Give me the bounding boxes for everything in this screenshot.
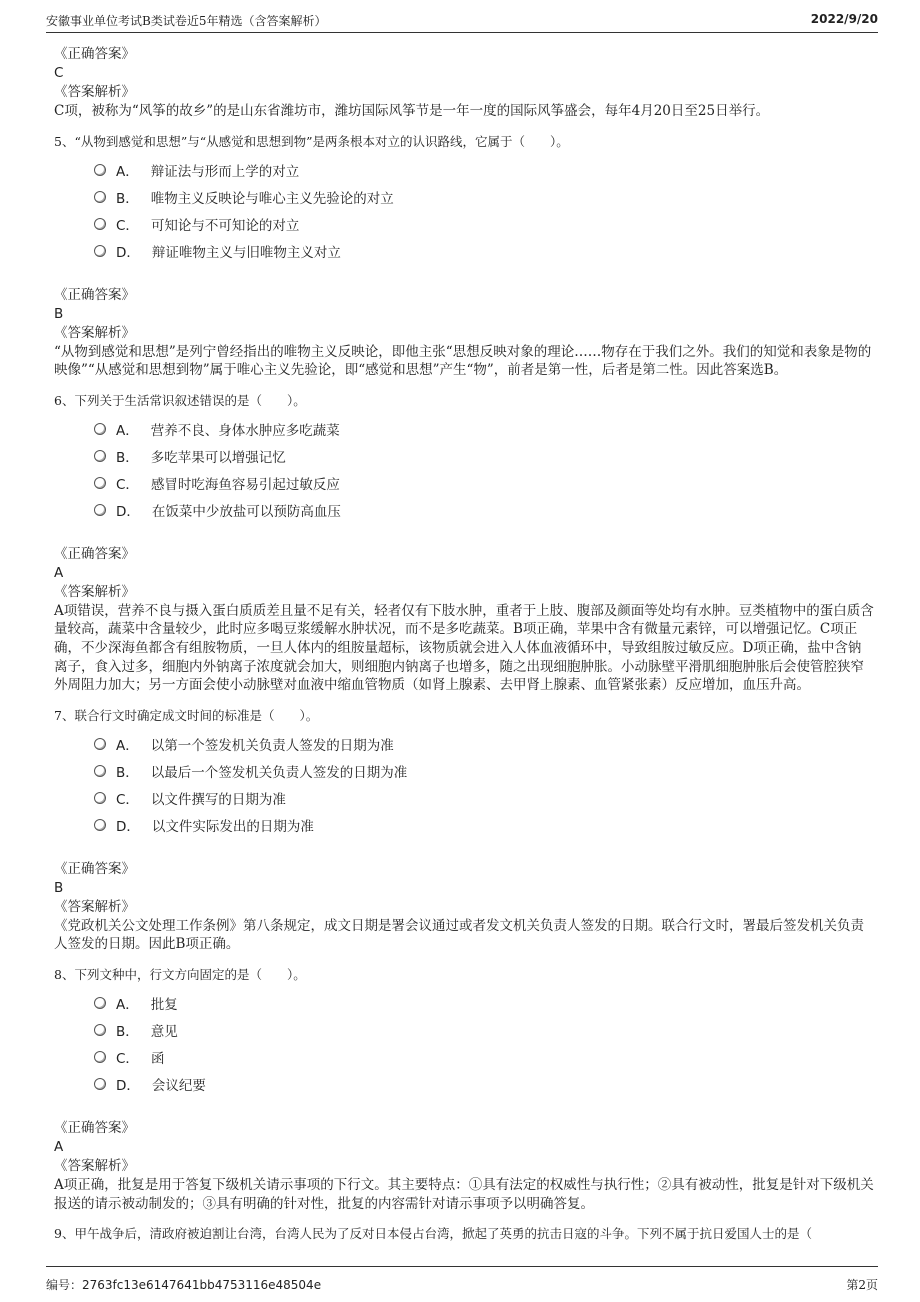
option-letter: A． (116, 738, 139, 755)
radio-button-icon[interactable] (94, 997, 106, 1009)
option-letter: A． (116, 997, 139, 1014)
radio-button-icon[interactable] (94, 450, 106, 462)
option-letter: C． (116, 792, 139, 809)
explanation-text: A项正确，批复是用于答复下级机关请示事项的下行文。其主要特点：①具有法定的权威性与执行性；②具有被动性，批复是针对下级机关报送的请示被动制发的；③具有明确的针对性，批复的内容需针对请示事项予以明确答复。 (54, 1176, 874, 1212)
answer-tag: 《正确答案》 (54, 1119, 135, 1136)
option-item[interactable] (94, 211, 874, 238)
option-text: 以第一个签发机关负责人签发的日期为准 (150, 738, 394, 755)
option-letter: A． (116, 423, 139, 440)
option-item[interactable] (94, 1071, 874, 1098)
option-text: 会议纪要 (151, 1078, 206, 1095)
option-letter: B． (116, 191, 139, 208)
radio-button-icon[interactable] (94, 1051, 106, 1063)
option-item[interactable] (94, 1044, 874, 1071)
explanation-tag: 《答案解析》 (54, 1157, 135, 1174)
option-letter: D． (116, 504, 140, 521)
question-stem: 8、下列文种中，行文方向固定的是（ ）。 (54, 966, 306, 982)
radio-button-icon[interactable] (94, 245, 106, 257)
radio-button-icon[interactable] (94, 191, 106, 203)
radio-button-icon[interactable] (94, 819, 106, 831)
question-block (54, 707, 874, 954)
option-list (94, 157, 874, 265)
explanation-text: A项错误，营养不良与摄入蛋白质质差且量不足有关，轻者仅有下肢水肿，重者于上肢、腹部及颜面等处均有水肿。豆类植物中的蛋白质含量较高，蔬菜中含量较少，此时应多喝豆浆缓解水肿状况，而不是多吃蔬菜。B项正确，苹果中含有微量元素锌，可以增强记忆。C项正确，不少深海鱼都含有组胺物质，一旦人体内的组胺量超标，该物质就会进入人体血液循环中，导致组胺过敏反应。D项正确，盐中含钠离子，食入过多，细胞内外钠离子浓度就会加大，则细胞内钠离子也增多，随之出现细胞肿胀。小动脉壁平滑肌细胞肿胀后会使管腔狭窄外周阻力加大；另一方面会使小动脉壁对血液中缩血管物质（如肾上腺素、去甲肾上腺素、血管紧张素）反应增加，血压升高。 (54, 602, 874, 694)
option-letter: B． (116, 1024, 139, 1041)
answer-tag: 《正确答案》 (54, 545, 135, 562)
option-letter: B． (116, 450, 139, 467)
document-code: 编号：2763fc13e6147641bb4753116e48504e (46, 1278, 322, 1292)
explanation-text: “从物到感觉和思想”是列宁曾经指出的唯物主义反映论，即他主张“思想反映对象的理论……物存在于我们之外。我们的知觉和表象是物的映像”“从感觉和思想到物”属于唯心主义先验论，即“感觉和思想”产生“物”，前者是第一性，后者是第二性。因此答案选B。 (54, 343, 872, 379)
option-text: 批复 (150, 997, 178, 1014)
question-stem: 5、“从物到感觉和思想”与“从感觉和思想到物”是两条根本对立的认识路线，它属于（ ）。 (54, 133, 569, 149)
option-letter: B． (116, 765, 139, 782)
option-item[interactable] (94, 812, 874, 839)
option-text: 感冒时吃海鱼容易引起过敏反应 (150, 477, 340, 494)
answer-value: B (54, 879, 64, 896)
radio-button-icon[interactable] (94, 423, 106, 435)
option-letter: D． (116, 819, 140, 836)
answer-value: C (54, 65, 64, 81)
radio-button-icon[interactable] (94, 218, 106, 230)
explanation-tag: 《答案解析》 (54, 324, 135, 341)
option-item[interactable] (94, 731, 874, 758)
option-item[interactable] (94, 497, 874, 524)
radio-button-icon[interactable] (94, 504, 106, 516)
option-text: 多吃苹果可以增强记忆 (150, 450, 286, 467)
explanation-text: 《党政机关公文处理工作条例》第八条规定，成文日期是署会议通过或者发文机关负责人签发的日期。联合行文时，署最后签发机关负责人签发的日期。因此B项正确。 (54, 917, 864, 953)
option-text: 营养不良、身体水肿应多吃蔬菜 (150, 423, 340, 440)
page-footer (46, 1266, 878, 1293)
answer-value: B (54, 305, 64, 322)
option-letter: C． (116, 1051, 139, 1068)
option-item[interactable] (94, 1017, 874, 1044)
option-letter: C． (116, 218, 139, 235)
option-letter: D． (116, 245, 140, 262)
answer-tag: 《正确答案》 (54, 286, 135, 303)
radio-button-icon[interactable] (94, 164, 106, 176)
option-item[interactable] (94, 470, 874, 497)
question-stem: 9、甲午战争后，清政府被迫割让台湾，台湾人民为了反对日本侵占台湾，掀起了英勇的抗击日寇的斗争。下列不属于抗日爱国人士的是（ (54, 1226, 812, 1242)
question-block (54, 133, 874, 380)
radio-button-icon[interactable] (94, 477, 106, 489)
option-item[interactable] (94, 184, 874, 211)
option-text: 以最后一个签发机关负责人签发的日期为准 (150, 765, 408, 782)
option-text: 可知论与不可知论的对立 (150, 218, 300, 235)
option-letter: C． (116, 477, 139, 494)
option-item[interactable] (94, 416, 874, 443)
page-header (46, 12, 878, 33)
question-stem: 6、下列关于生活常识叙述错误的是（ ）。 (54, 392, 306, 408)
radio-button-icon[interactable] (94, 792, 106, 804)
page-number: 第2页 (846, 1278, 878, 1292)
header-date: 2022/9/20 (810, 12, 878, 26)
option-list (94, 731, 874, 839)
option-text: 以文件实际发出的日期为准 (151, 819, 314, 836)
option-letter: D． (116, 1078, 140, 1095)
radio-button-icon[interactable] (94, 765, 106, 777)
option-letter: A． (116, 164, 139, 181)
question-list (54, 133, 874, 1214)
answer-tag: 《正确答案》 (54, 46, 135, 62)
document-title: 安徽事业单位考试B类试卷近5年精选（含答案解析） (46, 14, 327, 28)
option-item[interactable] (94, 758, 874, 785)
option-item[interactable] (94, 443, 874, 470)
radio-button-icon[interactable] (94, 1078, 106, 1090)
option-list (94, 416, 874, 524)
explanation-tag: 《答案解析》 (54, 898, 135, 915)
radio-button-icon[interactable] (94, 1024, 106, 1036)
option-text: 辩证唯物主义与旧唯物主义对立 (151, 245, 341, 262)
option-text: 函 (150, 1051, 165, 1068)
option-list (94, 990, 874, 1098)
option-text: 以文件撰写的日期为准 (150, 792, 286, 809)
explanation-tag: 《答案解析》 (54, 583, 135, 600)
option-item[interactable] (94, 785, 874, 812)
answer-tag: 《正确答案》 (54, 860, 135, 877)
page-content (54, 44, 874, 1243)
option-item[interactable] (94, 157, 874, 184)
option-text: 意见 (150, 1024, 178, 1041)
radio-button-icon[interactable] (94, 738, 106, 750)
option-text: 在饭菜中少放盐可以预防高血压 (151, 504, 341, 521)
option-text: 辩证法与形而上学的对立 (150, 164, 300, 181)
explanation-text: C项，被称为“风筝的故乡”的是山东省潍坊市，潍坊国际风筝节是一年一度的国际风筝盛会，每年4月20日至25日举行。 (54, 103, 770, 119)
answer-value: A (54, 564, 64, 581)
question-block (54, 966, 874, 1213)
question-block (54, 392, 874, 695)
answer-value: A (54, 1138, 64, 1155)
question-stem: 7、联合行文时确定成文时间的标准是（ ）。 (54, 707, 319, 723)
option-item[interactable] (94, 990, 874, 1017)
option-text: 唯物主义反映论与唯心主义先验论的对立 (150, 191, 394, 208)
explanation-tag: 《答案解析》 (54, 84, 135, 100)
option-item[interactable] (94, 238, 874, 265)
